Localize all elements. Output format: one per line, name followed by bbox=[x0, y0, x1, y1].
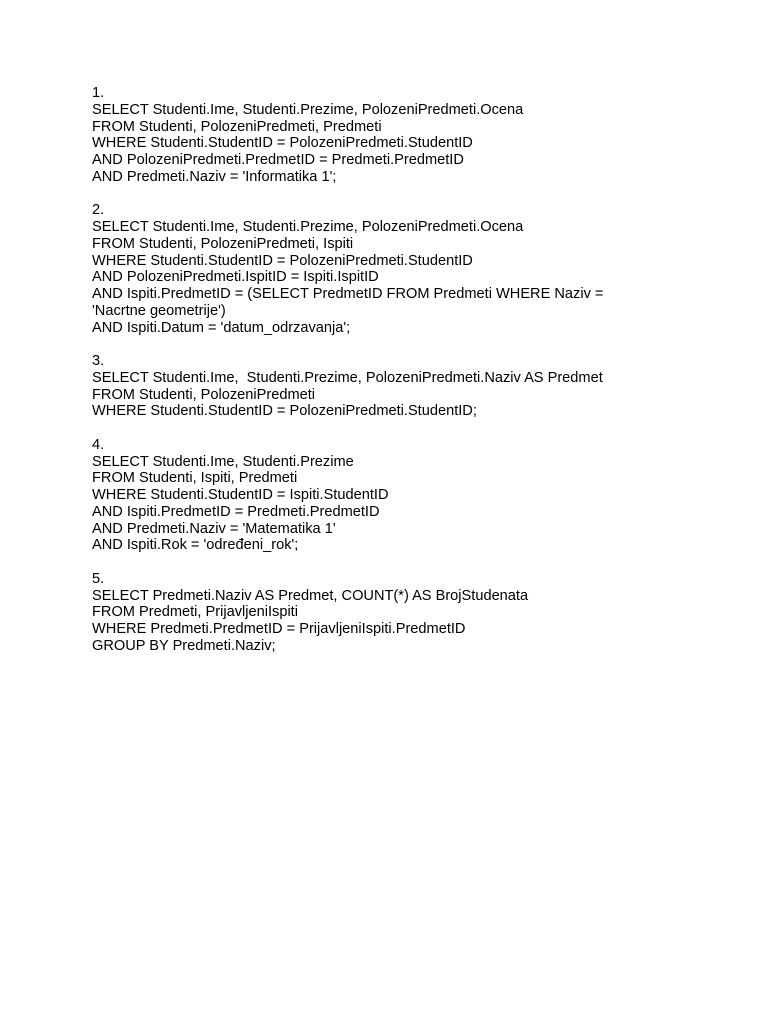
query-number: 5. bbox=[92, 570, 105, 587]
query-block-4 bbox=[92, 437, 692, 554]
query-number: 4. bbox=[92, 436, 105, 453]
query-line: AND PolozeniPredmeti.PredmetID = Predmeti.PredmetID bbox=[92, 152, 464, 168]
query-line: GROUP BY Predmeti.Naziv; bbox=[92, 637, 276, 654]
query-number: 1. bbox=[92, 85, 105, 101]
query-line: SELECT Studenti.Ime, Studenti.Prezime, PolozeniPredmeti.Ocena bbox=[92, 219, 524, 235]
query-line: AND Ispiti.PredmetID = (SELECT PredmetID FROM Predmeti WHERE Naziv = bbox=[92, 286, 604, 302]
query-line: SELECT Studenti.Ime, Studenti.Prezime, PolozeniPredmeti.Ocena bbox=[92, 101, 524, 118]
query-line: SELECT Predmeti.Naziv AS Predmet, COUNT(*) AS BrojStudenata bbox=[92, 587, 529, 604]
query-block-2 bbox=[92, 202, 692, 336]
query-line: FROM Studenti, PolozeniPredmeti, Ispiti bbox=[92, 235, 354, 252]
query-line: AND Ispiti.PredmetID = Predmeti.PredmetID bbox=[92, 503, 380, 520]
document-page bbox=[92, 85, 692, 671]
query-line: WHERE Predmeti.PredmetID = PrijavljeniIspiti.PredmetID bbox=[92, 621, 466, 637]
query-line: AND Ispiti.Datum = 'datum_odrzavanja'; bbox=[92, 319, 351, 336]
query-line: AND PolozeniPredmeti.IspitID = Ispiti.IspitID bbox=[92, 269, 379, 286]
query-block-5 bbox=[92, 571, 692, 655]
query-number: 2. bbox=[92, 202, 105, 219]
query-line: FROM Studenti, PolozeniPredmeti bbox=[92, 386, 316, 403]
query-line: FROM Studenti, Ispiti, Predmeti bbox=[92, 470, 298, 487]
query-block-3 bbox=[92, 353, 692, 420]
query-line: WHERE Studenti.StudentID = PolozeniPredmeti.StudentID bbox=[92, 135, 473, 152]
query-number: 3. bbox=[92, 353, 105, 369]
query-line: FROM Studenti, PolozeniPredmeti, Predmeti bbox=[92, 118, 382, 135]
query-line: 'Nacrtne geometrije') bbox=[92, 302, 226, 319]
query-line: AND Ispiti.Rok = 'određeni_rok'; bbox=[92, 537, 299, 554]
query-line: FROM Predmeti, PrijavljeniIspiti bbox=[92, 604, 298, 621]
query-block-1 bbox=[92, 85, 692, 186]
query-line: SELECT Studenti.Ime, Studenti.Prezime bbox=[92, 453, 354, 470]
query-line: SELECT Studenti.Ime, Studenti.Prezime, PolozeniPredmeti.Naziv AS Predmet bbox=[92, 369, 603, 386]
query-line: AND Predmeti.Naziv = 'Informatika 1'; bbox=[92, 168, 337, 185]
query-line: WHERE Studenti.StudentID = PolozeniPredmeti.StudentID bbox=[92, 252, 473, 269]
query-line: AND Predmeti.Naziv = 'Matematika 1' bbox=[92, 520, 336, 537]
query-line: WHERE Studenti.StudentID = PolozeniPredmeti.StudentID; bbox=[92, 403, 477, 420]
query-line: WHERE Studenti.StudentID = Ispiti.StudentID bbox=[92, 487, 389, 503]
